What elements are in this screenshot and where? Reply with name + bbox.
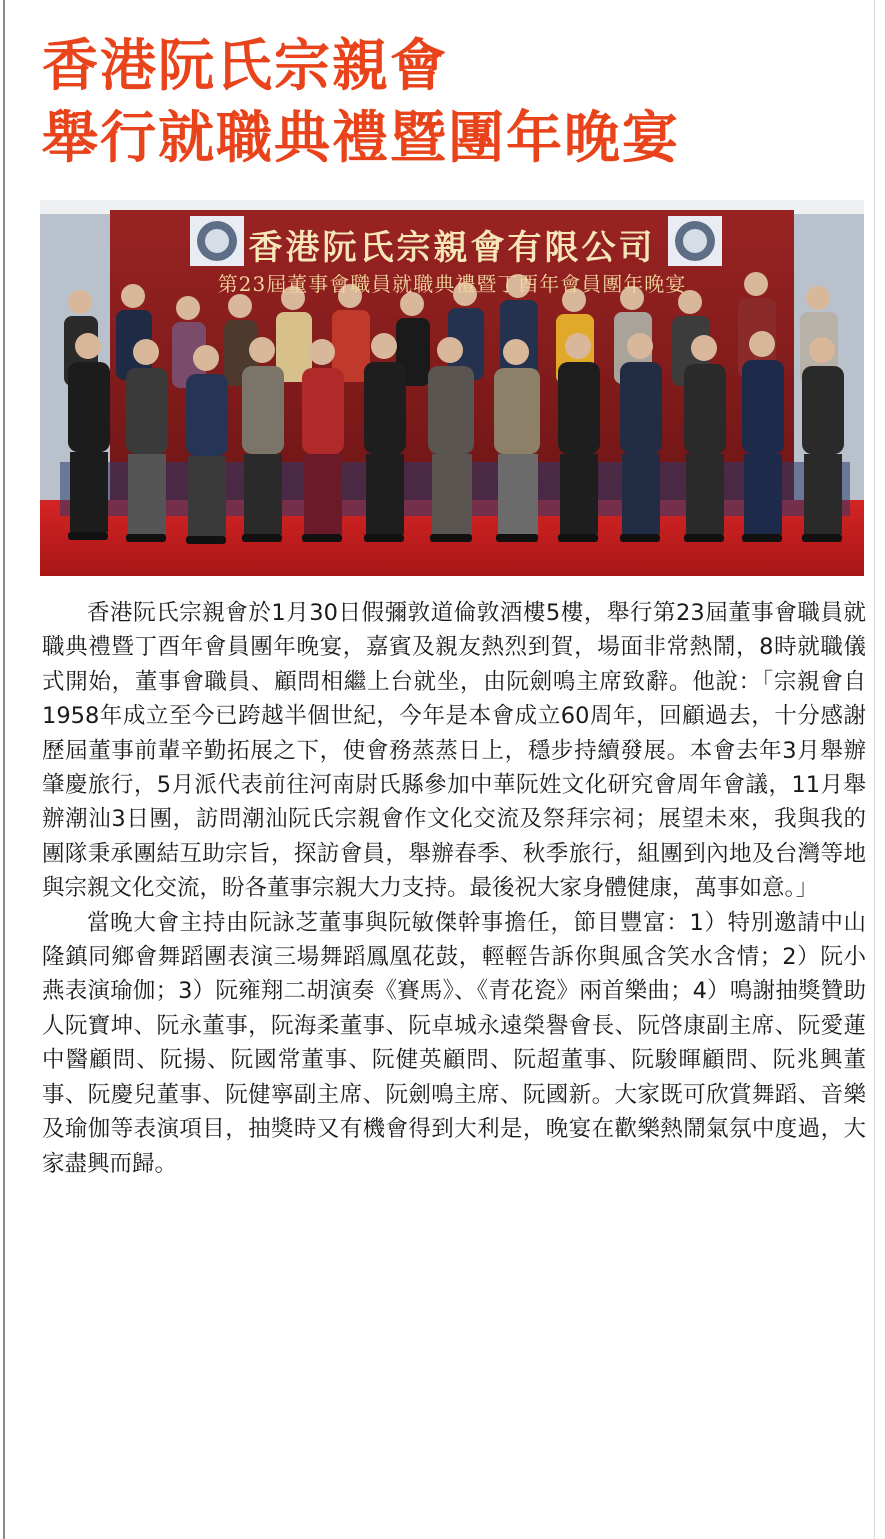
article-body xyxy=(42,596,866,1181)
group-photo xyxy=(40,200,864,576)
page-right-border xyxy=(874,0,875,1539)
headline-line-2: 舉行就職典禮暨團年晚宴 xyxy=(42,105,680,171)
article-paragraph-2: 當晚大會主持由阮詠芝董事與阮敏傑幹事擔任，節目豐富：1）特別邀請中山隆鎮同鄉會舞蹈團表演三場舞蹈鳳凰花鼓，輕輕告訴你與風含笑水含情；2）阮小燕表演瑜伽；3）阮雍翔二胡演奏《賽馬》、《青花瓷》兩首樂曲；4）鳴謝抽獎贊助人阮寶坤、阮永董事，阮海柔董事、阮卓城永遠榮譽會長、阮啓康副主席、阮愛蓮中醫顧問、阮揚、阮國常董事、阮健英顧問、阮超董事、阮駿暉顧問、阮兆興董事、阮慶兒董事、阮健寧副主席、阮劍鳴主席、阮國新。大家既可欣賞舞蹈、音樂及瑜伽等表演項目，抽獎時又有機會得到大利是，晚宴在歡樂熱鬧氣氛中度過，大家盡興而歸。 xyxy=(42,909,866,1177)
article-headline xyxy=(42,30,862,174)
banner-title: 香港阮氏宗親會有限公司 xyxy=(248,228,656,268)
headline-line-1: 香港阮氏宗親會 xyxy=(42,33,448,99)
page-left-border xyxy=(3,0,5,1539)
article-paragraph-1: 香港阮氏宗親會於1月30日假彌敦道倫敦酒樓5樓，舉行第23屆董事會職員就職典禮暨丁酉年會員團年晚宴，嘉賓及親友熱烈到賀，場面非常熱鬧，8時就職儀式開始，董事會職員、顧問相繼上台就坐，由阮劍鳴主席致辭。他說：「宗親會自1958年成立至今已跨越半個世紀，今年是本會成立60周年，回顧過去，十分感謝歷屆董事前輩辛勤拓展之下，使會務蒸蒸日上，穩步持續發展。本會去年3月舉辦肇慶旅行，5月派代表前往河南尉氏縣參加中華阮姓文化研究會周年會議，11月舉辦潮汕3日團，訪問潮汕阮氏宗親會作文化交流及祭拜宗祠；展望未來，我與我的團隊秉承團結互助宗旨，探訪會員，舉辦春季、秋季旅行，組團到內地及台灣等地與宗親文化交流，盼各董事宗親大力支持。最後祝大家身體健康，萬事如意。」 xyxy=(42,600,866,902)
banner-subtitle: 第23屆董事會職員就職典禮暨丁酉年會員團年晚宴 xyxy=(217,272,687,296)
